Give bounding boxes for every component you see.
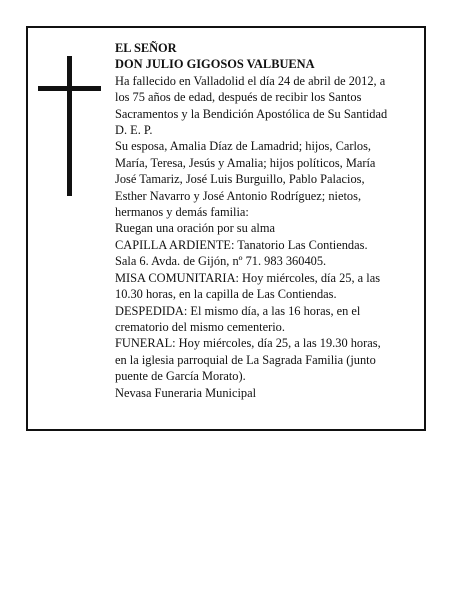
chapel-line: CAPILLA ARDIENTE: Tanatorio Las Contiendas. [115,237,368,252]
funeral-line: en la iglesia parroquial de La Sagrada Familia (junto [115,352,376,367]
title-line: EL SEÑOR [115,41,177,55]
prayer-request: Ruegan una oración por su alma [115,221,275,236]
family-line: Su esposa, Amalia Díaz de Lamadrid; hijos, Carlos, [115,139,372,154]
funeral-line: puente de García Morato). [115,369,246,384]
funeral-line: FUNERAL: Hoy miércoles, día 25, a las 19.30 horas, [115,336,381,351]
mass-line: 10.30 horas, en la capilla de Las Contiendas. [115,287,337,302]
chapel-line: Sala 6. Avda. de Gijón, nº 71. 983 360405. [115,254,327,269]
obituary-text [115,40,420,401]
farewell-line: DESPEDIDA: El mismo día, a las 16 horas, en el [115,303,361,318]
cross-horizontal-bar [38,86,101,91]
death-announcement-line: D. E. P. [115,123,153,138]
family-line: Esther Navarro y José Antonio Rodríguez; nietos, [115,188,362,203]
cross-vertical-bar [67,56,72,196]
obituary-notice [26,26,426,431]
deceased-name: DON JULIO GIGOSOS VALBUENA [115,57,315,72]
family-line: José Tamariz, José Luis Burguillo, Pablo Palacios, [115,172,365,187]
family-line: hermanos y demás familia: [115,205,249,220]
funeral-home-name: Nevasa Funeraria Municipal [115,385,257,400]
farewell-line: crematorio del mismo cementerio. [115,319,285,334]
death-announcement-line: Sacramentos y la Bendición Apostólica de Su Santidad [115,106,388,121]
death-announcement-line: Ha fallecido en Valladolid el día 24 de abril de 2012, a [115,73,386,88]
family-line: María, Teresa, Jesús y Amalia; hijos políticos, María [115,155,376,170]
mass-line: MISA COMUNITARIA: Hoy miércoles, día 25, a las [115,270,381,285]
death-announcement-line: los 75 años de edad, después de recibir los Santos [115,90,362,105]
